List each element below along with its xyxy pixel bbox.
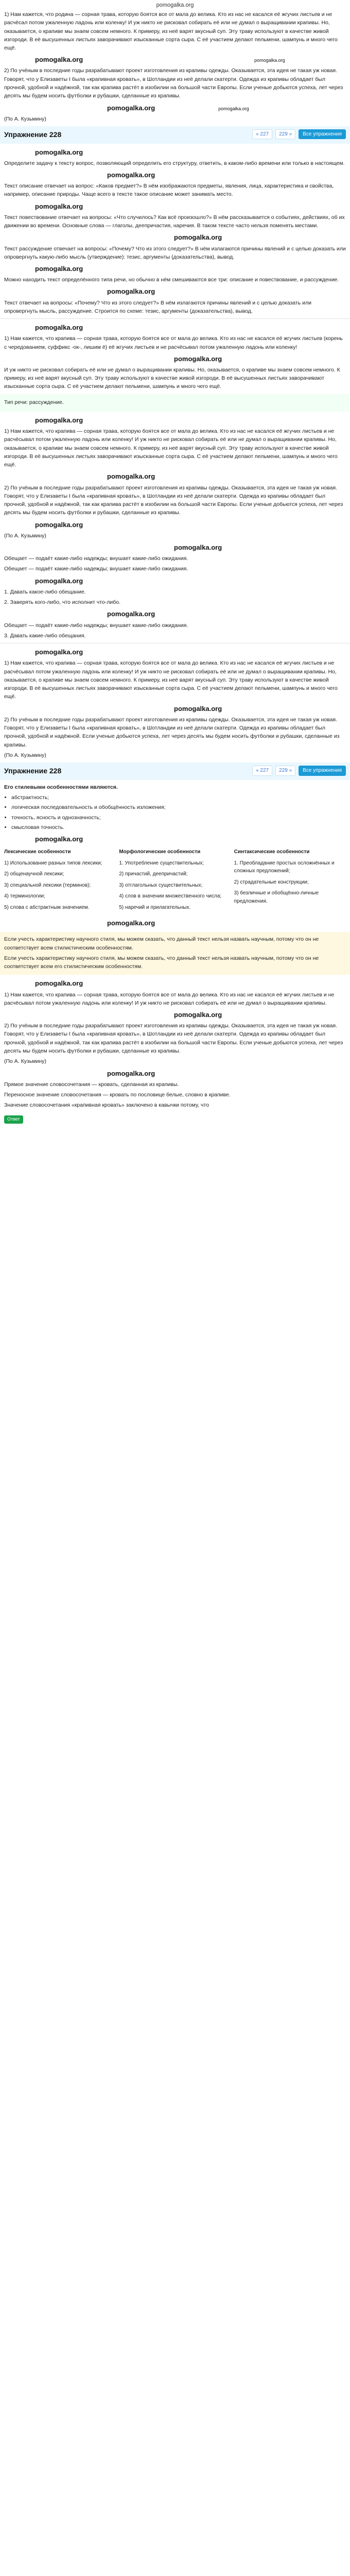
watermark: pomogalka.org xyxy=(35,56,83,64)
list-item: • абстрактность; xyxy=(11,793,346,802)
prev-exercise-button[interactable]: « 227 xyxy=(252,766,272,776)
watermark: pomogalka.org xyxy=(35,520,83,529)
watermark: pomogalka.org xyxy=(35,835,83,843)
prev-exercise-button[interactable]: « 227 xyxy=(252,129,272,140)
definition: 2. Заверять кого-либо, что исполнит что-либо. xyxy=(4,599,121,606)
column-item: 1) Использование разных типов лексики; xyxy=(4,860,102,866)
definition: 3. Давать какие-либо обещания. xyxy=(4,632,86,639)
feature-list xyxy=(11,793,346,832)
answer-badge: Ответ xyxy=(4,1115,23,1124)
paragraph: Если учесть характеристику научного стиля, мы можем сказать, что данный текст нельзя назвать научным, потому что он не соответствует всем стилистическим особенностям. xyxy=(4,936,319,951)
paragraph: (По А. Кузьмину) xyxy=(4,752,46,758)
table-column xyxy=(234,848,346,914)
list-item: • смысловая точность. xyxy=(11,823,346,832)
watermark: pomogalka.org xyxy=(254,58,285,63)
watermark: pomogalka.org xyxy=(174,1011,222,1019)
watermark: pomogalka.org xyxy=(218,106,249,111)
definitions xyxy=(0,542,350,640)
column-item: 1. Употребление существительных; xyxy=(119,860,204,866)
paragraph: И уж никто не рисковал собирать её или не думал о выращивании крапивы. Но, оказывается, о крапиве мы знаем совсем немного. К примеру, из неё варят вкусный суп. Эту траву используют в качестве живой изгороди. В её высушенных листьях заворачивают изысканные сорта сыра. С её участием делают пельмени, шампунь и много чего ещё. xyxy=(4,366,340,390)
paragraph: 1) Нам кажется, что крапива — сорная трава, которую боятся все от мала до велика. Кто из нас не касался её жгучих листьев и не расчёсывал потом ужаленную ладонь или коленку! И уж никто не рисковал собирать её или не думал о выращивании крапивы. Но, оказывается, о крапиве мы знаем совсем немного. К примеру, из неё варят вкусный суп. Эту траву используют в качестве живой изгороди. В её высушенных листьях заворачивают изысканные сорта сыра. С её участием делают пельмени, шампунь и много чего ещё. xyxy=(4,428,338,468)
conclusion-block xyxy=(0,932,350,975)
paragraph: Переносное значение словосочетания — кровать по пословице белые, словно в крапиве. xyxy=(4,1091,231,1098)
paragraph: (По А. Кузьмину) xyxy=(4,115,46,122)
watermark: pomogalka.org xyxy=(35,148,83,156)
paragraph: Текст рассуждение отвечает на вопросы: «Почему? Что из этого следует?» В нём излагаются причины явлений и с целью доказать или опровергнуть какую-либо мысль (утверждение): тезис, аргументы (доказательства), вывод. xyxy=(4,245,346,260)
paragraph: Можно находить текст определённого типа речи, но обычно в нём смешиваются все три: описание и повествование, и рассуждение. xyxy=(4,277,339,283)
part3 xyxy=(0,322,350,391)
column-title: Синтаксические особенности xyxy=(234,849,310,855)
paragraph: Определите задачу к тексту вопрос, позволяющий определить его структуру, ответить, в каком-либо времени или только в настоящем. xyxy=(4,160,345,166)
paragraph: 2) По учёным в последние годы разрабатывают проект изготовления из крапивы одежды. Оказывается, эта идея не такая уж новая. Говорят, что у Елизаветы I была «крапивная кровать», в Шотландии из неё делали скатерти. Одежда из крапивы обладает был прочной, удобной и надёжной, так как крапива растёт в изобилии на большой части Европы. Если ученые добьются успеха, лет через десять мы будем носить футболки и рубашки, сделанные из крапивы. xyxy=(4,1023,343,1054)
watermark: pomogalka.org xyxy=(35,577,83,585)
part6 xyxy=(0,978,350,1109)
exercise-nav-bar xyxy=(0,126,350,144)
watermark: pomogalka.org xyxy=(35,648,83,656)
paragraph: Прямое значение словосочетания — кровать, сделанная из крапивы. xyxy=(4,1081,179,1088)
paragraph: 1) Нам кажется, что крапива — сорная трава, которую боятся все от мала до велика. Кто из нас не касался её жгучих листьев и не расчёсывал потом ужаленную ладонь или коленку! И уж никто не рисковал собирать её или не думал о выращивании крапивы. Но, оказывается, о крапиве мы знаем совсем немного. К примеру, из неё варят вкусный суп. Эту траву используют в качестве живой изгороди. В её высушенных листьях заворачивают изысканные сорта сыра. С её участием делают пельмени, шампунь и много чего ещё. xyxy=(4,660,338,700)
paragraph: 1) Нам кажется, что родина — сорная трава, которую боятся все от мала до велика. Кто из нас не касался её жгучих листьев и не расчёсал потом ужаленную ладонь или коленку! И уж никто не рисковал собирать её или не думал о выращивании крапивы. Но, оказывается, о крапиве мы знаем совсем немного. К примеру, из неё варят вкусный суп. Эту траву используют в качестве живой изгороди. В её высушенных листьях заворачивают изысканные сорта сыра. С её участием делают пельмени, шампунь и много чего ещё. xyxy=(4,11,338,52)
paragraph: Текст отвечает на вопросы: «Почему? Что из этого следует?» В нём излагаются причины явлений и с целью доказать или опровергнуть мысль, рассуждение. Строится по схеме: тезис, аргументы (доказательства), вывод. xyxy=(4,299,311,314)
watermark: pomogalka.org xyxy=(107,1069,155,1077)
part5 xyxy=(0,647,350,759)
column-item: 3) отглагольных существительных; xyxy=(119,882,203,888)
watermark: pomogalka.org xyxy=(174,544,222,552)
next-exercise-button[interactable]: 229 » xyxy=(275,129,295,140)
paragraph: 1) Нам кажется, что крапива — сорная трава, которую боятся все от мала до велика. Кто из нас не касался её жгучих листьев (корень с чередованием, суффикс -ок-, лишим ё) её жгучих листьев и не расчёсывал потом ужаленную ладонь или коленку! xyxy=(4,335,343,350)
all-exercises-button[interactable]: Все упражнения xyxy=(299,766,346,776)
watermark: pomogalka.org xyxy=(174,354,222,363)
exercise-nav-bar-2 xyxy=(0,762,350,780)
definition: Обещает — подаёт какие-либо надежды; внушает какие-либо ожидания. xyxy=(4,622,188,629)
watermark: pomogalka.org xyxy=(35,202,83,210)
column-item: 5) наречий и прилагательных. xyxy=(119,904,191,910)
column-title: Морфологические особенности xyxy=(119,849,201,855)
column-item: 2) общенаучной лексики; xyxy=(4,871,64,877)
type-label: Тип речи: рассуждение. xyxy=(4,399,64,405)
exercise-nav xyxy=(252,129,346,140)
part2 xyxy=(0,147,350,316)
column-item: 3) специальной лексики (терминов); xyxy=(4,882,91,888)
column-item: 2) страдательные конструкции; xyxy=(234,879,309,885)
answer-block xyxy=(0,394,350,412)
watermark: pomogalka.org xyxy=(174,704,222,713)
paragraph: 2) По учёным в последние годы разрабатывают проект изготовления из крапивы одежды. Оказывается, эта идея не такая уж новая. Говорят, что у Елизаветы I была «крапивная кровать», в Шотландии из неё делали скатерти. Одежда из крапивы обладает был прочной, удобной и надёжной, так как крапива растёт в изобилии на большой части Европы. Если ученые добьются успеха, лет через десять мы будем носить футболки и рубашки, сделанные из крапивы. xyxy=(4,484,343,516)
site-url: pomogalka.org xyxy=(156,2,194,8)
definition: Обещает — подаёт какие-либо надежды; внушает какие-либо ожидания. xyxy=(4,566,188,572)
definition: Обещает — подаёт какие-либо надежды; внушает какие-либо ожидания. xyxy=(4,555,188,562)
column-item: 4) слов в значении множественного числа; xyxy=(119,893,222,900)
watermark: pomogalka.org xyxy=(35,979,83,988)
list-item: • точность, ясность и однозначность; xyxy=(11,814,346,822)
column-item: 4) терминологии; xyxy=(4,893,45,900)
features-table xyxy=(4,848,346,914)
exercise-title: Упражнение 228 xyxy=(4,130,62,139)
watermark: pomogalka.org xyxy=(107,472,155,481)
column-item: 5) слова с абстрактным значением. xyxy=(4,904,90,910)
watermark: pomogalka.org xyxy=(35,265,83,273)
watermark: pomogalka.org xyxy=(35,416,83,424)
question: Его стилевыми особенностями являются. xyxy=(4,784,118,790)
column-item: 3) безличные и обобщённо-личные предложения. xyxy=(234,890,319,904)
paragraph: 2) По учёным в последние годы разрабатывают проект изготовления из крапивы одежды. Оказывается, эта идея не такая уж новая. Говорят, что у Елизаветы I была «крапивная кровать», в Шотландии из неё делали скатерти. Одежда из крапивы обладает был прочной, удобной и надёжной. Если ученые добьются успеха, лет через десять мы будем носить футболки и рубашки, сделанные из крапивы. xyxy=(4,716,340,748)
paragraph: Текст описание отвечает на вопрос: «Каков предмет?» В нём изображаются предметы, явления, лица, характеристика и свойства, например, описание природы. Чаще всего в тексте такое описание может занимать место. xyxy=(4,183,334,198)
exercise-nav xyxy=(252,766,346,776)
part1 xyxy=(0,10,350,123)
paragraph: Если учесть характеристику научного стиля, мы можем сказать, что данный текст нельзя назвать научным, потому что он не соответствует всем его стилистическим особенностям. xyxy=(4,955,319,970)
paragraph: Значение словосочетания «крапивная кровать» заключено в кавычки потому, что xyxy=(4,1102,209,1109)
column-item: 2) причастий, деепричастий; xyxy=(119,871,188,877)
paragraph: (По А. Кузьмину) xyxy=(4,1058,46,1065)
all-exercises-button[interactable]: Все упражнения xyxy=(299,129,346,140)
paragraph: 2) По учёным в последние годы разрабатывают проект изготовления из крапивы одежды. Оказывается, эта идея не такая уж новая. Говорят, что у Елизаветы I была «крапивная кровать», в Шотландии из неё делали скатерти. Одежда из крапивы обладает был прочной, удобной и надёжной, так как крапива растёт в изобилии на большой части Европы. Если ученые добьются успеха, лет через десять мы будем носить футболки и рубашки, сделанные из крапивы. xyxy=(4,67,343,99)
watermark: pomogalka.org xyxy=(174,233,222,242)
style-features xyxy=(0,783,350,929)
watermark: pomogalka.org xyxy=(107,610,155,618)
watermark: pomogalka.org xyxy=(35,324,83,332)
table-column xyxy=(119,848,231,914)
paragraph: 1) Нам кажется, что крапива — сорная трава, которую боятся все от мала до велика. Кто из нас не касался её жгучих листьев и не расчёсывал потом ужаленную ладонь или коленку! И уж никто не рисковал собирать её или не думал о выращивании крапивы. xyxy=(4,991,335,1006)
watermark: pomogalka.org xyxy=(107,171,155,179)
exercise-title: Упражнение 228 xyxy=(4,767,62,775)
list-item: • логическая последовательность и обобщённость изложения; xyxy=(11,803,346,811)
part4 xyxy=(0,415,350,540)
watermark: pomogalka.org xyxy=(107,919,155,927)
watermark: pomogalka.org xyxy=(107,104,155,112)
column-title: Лексические особенности xyxy=(4,849,71,855)
column-item: 1. Преобладание простых осложнённых и сложных предложений; xyxy=(234,860,335,874)
watermark: pomogalka.org xyxy=(107,287,155,296)
definition: 1. Давать какое-либо обещание. xyxy=(4,588,86,595)
paragraph: (По А. Кузьмину) xyxy=(4,532,46,539)
next-exercise-button[interactable]: 229 » xyxy=(275,766,295,776)
paragraph: Текст повествование отвечает на вопросы: «Что случилось? Как всё произошло?» В нём рассказывается о событиях, действиях, об их движении во времени. Основные слова — глаголы, деепричастия, наречия. В таком тексте часто нельзя поменять местами. xyxy=(4,214,345,229)
table-column xyxy=(4,848,116,914)
